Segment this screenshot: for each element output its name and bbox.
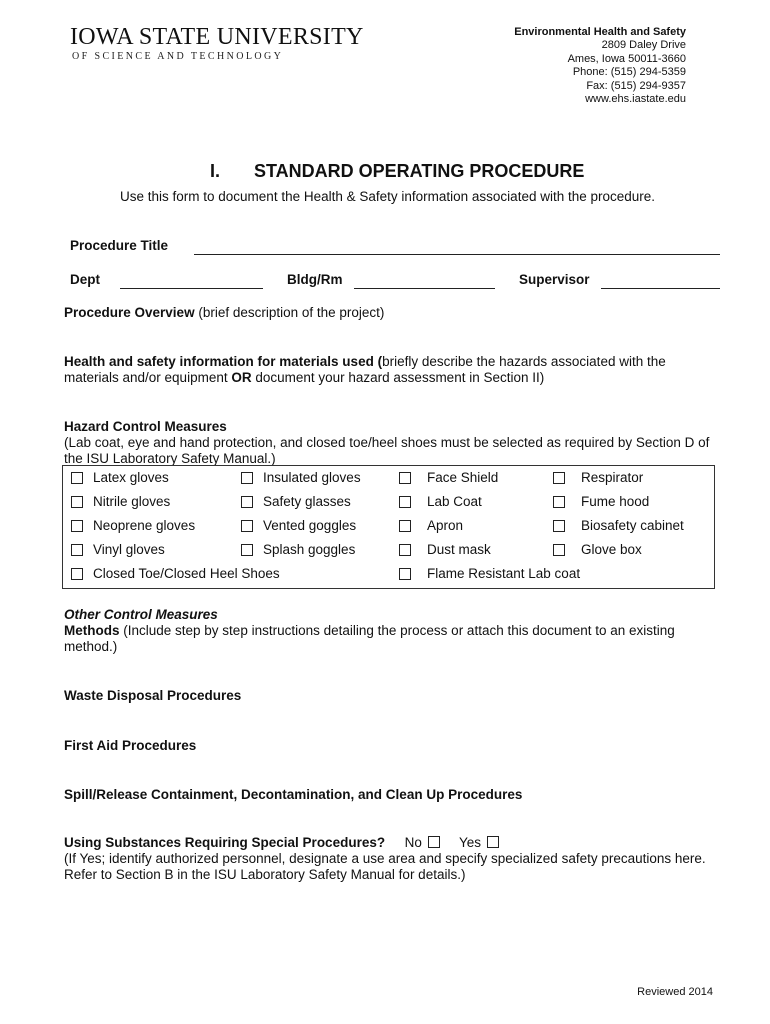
checkbox-icon[interactable] [399,496,411,508]
checkbox-label: Safety glasses [263,494,351,509]
spill-release-heading: Spill/Release Containment, Decontamination, and Clean Up Procedures [64,787,523,802]
checkbox-neoprene-gloves[interactable] [71,518,195,533]
checkbox-respirator[interactable] [553,470,643,485]
special-question-row [64,835,744,851]
checkbox-label: Fume hood [581,494,650,509]
checkbox-label: Biosafety cabinet [581,518,684,533]
health-label: Health and safety information for materials used ( [64,354,383,369]
checkbox-label: Lab Coat [427,494,482,509]
org-name: Environmental Health and Safety [514,26,686,38]
intro-text: Use this form to document the Health & Safety information associated with the procedure. [120,189,656,204]
checkbox-icon[interactable] [553,496,565,508]
checkbox-nitrile-gloves[interactable] [71,494,170,509]
hazard-control [64,419,724,467]
overview-label: Procedure Overview [64,305,195,320]
checkbox-safety-glasses[interactable] [241,494,351,509]
checkbox-label: Vented goggles [263,518,357,533]
other-label: Other Control Measures [64,607,218,622]
supervisor-field[interactable] [601,288,720,289]
ppe-checkbox-grid [62,465,715,589]
checkbox-icon[interactable] [399,520,411,532]
special-procedures [64,835,744,883]
checkbox-icon[interactable] [553,520,565,532]
yes-label: Yes [458,835,481,850]
checkbox-label: Dust mask [427,542,491,557]
checkbox-dust-mask[interactable] [399,542,491,557]
section-numeral: I. [210,161,221,181]
university-logo: IOWA STATE UNIVERSITY [70,24,364,50]
checkbox-closed-toe-shoes[interactable] [71,566,280,581]
checkbox-icon[interactable] [553,544,565,556]
waste-disposal-heading: Waste Disposal Procedures [64,688,242,703]
checkbox-label: Latex gloves [93,470,169,485]
bldg-field[interactable] [354,288,495,289]
special-note-2: Refer to Section B in the ISU Laboratory Safety Manual for details.) [64,867,466,882]
checkbox-icon[interactable] [241,496,253,508]
checkbox-lab-coat[interactable] [399,494,482,509]
health-text-2: document your hazard assessment in Section II) [251,370,545,385]
no-checkbox[interactable] [428,836,440,848]
checkbox-icon[interactable] [71,472,83,484]
checkbox-icon[interactable] [399,544,411,556]
checkbox-label: Splash goggles [263,542,356,557]
no-label: No [404,835,422,850]
dept-field[interactable] [120,288,263,289]
procedure-title-field[interactable] [194,254,720,255]
checkbox-insulated-gloves[interactable] [241,470,361,485]
checkbox-icon[interactable] [71,520,83,532]
checkbox-vinyl-gloves[interactable] [71,542,165,557]
methods-label: Methods [64,623,120,638]
procedure-title-label: Procedure Title [70,238,169,253]
checkbox-label: Closed Toe/Closed Heel Shoes [93,566,280,581]
checkbox-label: Respirator [581,470,644,485]
checkbox-icon[interactable] [399,472,411,484]
checkbox-icon[interactable] [399,568,411,580]
health-or: OR [231,370,252,385]
checkbox-label: Apron [427,518,464,533]
checkbox-icon[interactable] [71,568,83,580]
checkbox-icon[interactable] [241,544,253,556]
health-text-1: briefly describe the hazards associated with the materials and/or equipment [64,354,666,385]
fax: Fax: (515) 294-9357 [586,79,686,92]
checkbox-label: Nitrile gloves [93,494,171,509]
health-safety-info [64,354,704,386]
bldg-label: Bldg/Rm [287,272,343,287]
dept-label: Dept [70,272,100,287]
checkbox-face-shield[interactable] [399,470,498,485]
checkbox-icon[interactable] [241,520,253,532]
hazard-note: (Lab coat, eye and hand protection, and closed toe/heel shoes must be selected as required by Section D of the ISU Laboratory Safety Manual.) [64,435,710,466]
checkbox-label: Insulated gloves [263,470,361,485]
overview-note: (brief description of the project) [194,305,385,320]
title-text: STANDARD OPERATING PROCEDURE [254,161,585,181]
checkbox-splash-goggles[interactable] [241,542,355,557]
checkbox-label: Face Shield [427,470,499,485]
checkbox-label: Flame Resistant Lab coat [427,566,581,581]
first-aid-heading: First Aid Procedures [64,738,197,753]
ehs-address-block [514,26,686,106]
checkbox-latex-gloves[interactable] [71,470,169,485]
hazard-label: Hazard Control Measures [64,419,227,434]
page-title [210,161,584,182]
procedure-overview [64,305,724,321]
yes-checkbox[interactable] [487,836,499,848]
checkbox-glove-box[interactable] [553,542,642,557]
checkbox-label: Vinyl gloves [93,542,165,557]
supervisor-label: Supervisor [519,272,590,287]
methods-text [64,623,704,655]
reviewed-date: Reviewed 2014 [637,986,713,998]
checkbox-icon[interactable] [71,496,83,508]
checkbox-icon[interactable] [71,544,83,556]
address-line-1: 2809 Daley Drive [601,39,686,52]
website: www.ehs.iastate.edu [585,93,686,106]
address-line-2: Ames, Iowa 50011-3660 [567,52,686,65]
checkbox-label: Neoprene gloves [93,518,196,533]
methods-note: (Include step by step instructions detailing the process or attach this document to an existing method.) [64,623,675,654]
checkbox-biosafety-cabinet[interactable] [553,518,684,533]
university-logo-subtitle: OF SCIENCE AND TECHNOLOGY [72,51,284,62]
checkbox-vented-goggles[interactable] [241,518,356,533]
checkbox-flame-resistant-lab-coat[interactable] [399,566,580,581]
checkbox-icon[interactable] [553,472,565,484]
checkbox-icon[interactable] [241,472,253,484]
special-label: Using Substances Requiring Special Procedures? [64,835,386,850]
special-note-1: (If Yes; identify authorized personnel, designate a use area and specify specialized safety precautions here. [64,851,706,866]
checkbox-apron[interactable] [399,518,463,533]
other-control-measures [64,607,704,655]
checkbox-label: Glove box [581,542,642,557]
phone: Phone: (515) 294-5359 [572,66,686,79]
checkbox-fume-hood[interactable] [553,494,649,509]
